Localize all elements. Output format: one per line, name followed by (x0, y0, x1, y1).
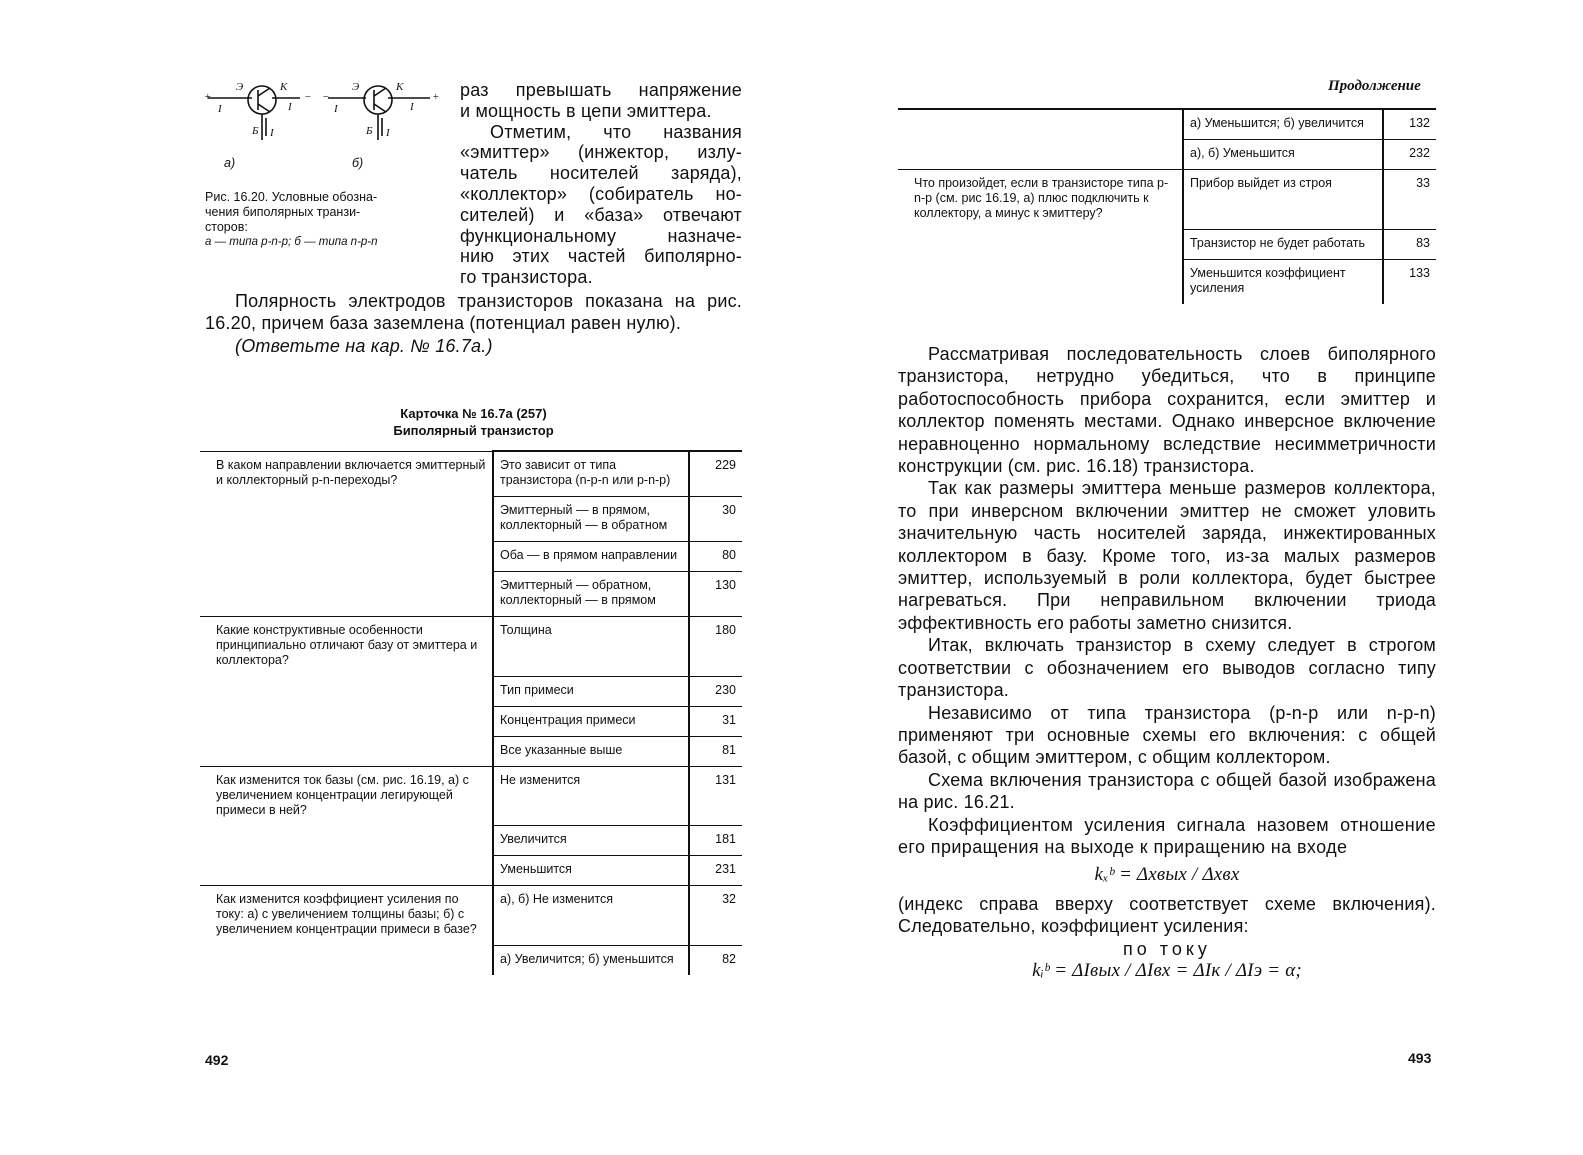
polarity-text: Полярность электродов транзисторов показана на рис. 16.20, причем база заземлена (потенциал равен нулю). (205, 291, 742, 334)
answer-cell: Толщина (493, 617, 689, 677)
paragraph: Так как размеры эмиттера меньше размеров коллектора, то при инверсном включении эмиттер не сможет уловить значительную часть носителей заряда, инжектированных коллектором в базу. Кроме того, из-за малых размеров эмиттер, используемый в роли коллектора, будет быстрее нагреваться. При неправильном включении триода эффективность его работы заметно снизится. (898, 478, 1436, 633)
question-cell (898, 109, 1183, 140)
continuation-label: Продолжение (1328, 78, 1421, 94)
svg-text:К: К (280, 81, 288, 93)
table-row (200, 572, 742, 617)
formula-ki: kᵢᵇ = ΔIвых / ΔIвх = ΔIк / ΔIэ = α; (1032, 959, 1302, 981)
table-row (200, 542, 742, 572)
svg-text:−: − (322, 91, 330, 103)
card-table-continued (898, 108, 1436, 304)
answer-cell: Не изменится (493, 766, 689, 826)
right-page (790, 0, 1583, 1155)
intro-text (460, 80, 742, 288)
svg-text:I: I (270, 127, 274, 139)
left-page (0, 0, 790, 1155)
intro-line: функциональному назначе- (460, 225, 742, 246)
card-number-cell: 81 (689, 736, 742, 766)
card-number-cell: 230 (689, 676, 742, 706)
intro-line: «эмиттер» (инжектор, излу- (460, 142, 742, 163)
svg-text:I: I (334, 103, 338, 115)
card-number-cell: 132 (1383, 109, 1436, 140)
table-row (200, 497, 742, 542)
card-table (200, 450, 742, 975)
answer-cell: а) Увеличится; б) уменьшится (493, 945, 689, 975)
paragraph: Независимо от типа транзистора (p-n-p или n-p-n) применяют три основные схемы его включения: с общей базой, с общим эмиттером, с общим коллектором. (898, 702, 1436, 768)
question-cell: Как изменится ток базы (см. рис. 16.19, а) с увеличением концентрации легирующей примеси в ней? (200, 766, 493, 826)
intro-line: «коллектор» (собиратель но- (460, 183, 742, 204)
card-number-cell: 82 (689, 945, 742, 975)
question-cell (898, 229, 1183, 259)
table-row (898, 109, 1436, 140)
table-row (200, 826, 742, 856)
answer-cell: а), б) Не изменится (493, 886, 689, 946)
table-row (200, 886, 742, 946)
card-number-cell: 181 (689, 826, 742, 856)
intro-line: го транзистора. (460, 267, 593, 288)
svg-text:К: К (396, 81, 404, 93)
svg-text:I: I (410, 101, 414, 113)
card-number-cell: 31 (689, 706, 742, 736)
table-row (200, 617, 742, 677)
table-row (898, 170, 1436, 230)
answer-cell: Концентрация примеси (493, 706, 689, 736)
answer-cell: Тип примеси (493, 676, 689, 706)
answer-cell: а) Уменьшится; б) увеличится (1183, 109, 1383, 140)
paragraph: (индекс справа вверху соответствует схеме включения). Следовательно, коэффициент усиления: (898, 893, 1436, 937)
card-subtitle: Биполярный транзистор (393, 423, 554, 438)
question-cell (200, 945, 493, 975)
figure-caption (205, 190, 445, 250)
caption-line: сторов: (205, 220, 248, 234)
svg-text:I: I (288, 101, 292, 113)
po-toku-label: по току (1123, 938, 1211, 959)
transistor-symbols-figure (200, 78, 450, 178)
card-number-cell: 180 (689, 617, 742, 677)
svg-text:I: I (386, 127, 390, 139)
table-row (200, 945, 742, 975)
card-number-cell: 32 (689, 886, 742, 946)
caption-line: а — типа p-n-p; б — типа n-p-n (205, 236, 378, 248)
intro-line: сителей) и «база» отвечают (460, 204, 742, 225)
card-number-cell: 33 (1383, 170, 1436, 230)
card-title: Карточка № 16.7а (257) (400, 406, 547, 421)
polarity-paragraph (205, 290, 742, 357)
card-number-cell: 231 (689, 856, 742, 886)
paragraph: Схема включения транзистора с общей базой изображена на рис. 16.21. (898, 769, 1436, 813)
card-number-cell: 83 (1383, 229, 1436, 259)
intro-line: раз превышать напряжение (460, 80, 742, 100)
card-number-cell: 229 (689, 451, 742, 497)
question-cell: Что произойдет, если в транзисторе типа p-n-p (см. рис 16.19, а) плюс подключить к коллектору, а минус к эмиттеру? (898, 170, 1183, 230)
caption-line: чения биполярных транзи- (205, 205, 361, 219)
table-row (200, 736, 742, 766)
table-row (898, 140, 1436, 170)
answer-cell: Транзистор не будет работать (1183, 229, 1383, 259)
figure-sub-b: б) (352, 156, 364, 170)
card-number-cell: 80 (689, 542, 742, 572)
table-row (200, 856, 742, 886)
svg-text:Э: Э (236, 81, 244, 93)
answer-cell: Это зависит от типа транзистора (n-p-n или p-n-p) (493, 451, 689, 497)
answer-cell: Эмиттерный — в прямом, коллекторный — в обратном (493, 497, 689, 542)
question-cell (200, 542, 493, 572)
table-row (200, 766, 742, 826)
table-row (200, 451, 742, 497)
question-cell (200, 572, 493, 617)
question-cell (200, 856, 493, 886)
question-cell (200, 826, 493, 856)
right-body-text (898, 343, 1436, 982)
svg-text:+: + (432, 91, 440, 103)
table-row (200, 676, 742, 706)
paragraph: Коэффициентом усиления сигнала назовем отношение его приращения на выходе к приращению на входе (898, 814, 1436, 857)
question-cell (200, 497, 493, 542)
question-cell (200, 676, 493, 706)
intro-line: Отметим, что названия (490, 121, 742, 142)
card-number-cell: 133 (1383, 259, 1436, 304)
answer-cell: Все указанные выше (493, 736, 689, 766)
svg-text:I: I (218, 103, 222, 115)
question-cell: Какие конструктивные особенности принципиально отличают базу от эмиттера и коллектора? (200, 617, 493, 677)
answer-cell: Увеличится (493, 826, 689, 856)
answer-cell: Уменьшится коэффициент усиления (1183, 259, 1383, 304)
question-cell: Как изменится коэффициент усиления по току: а) с увеличением толщины базы; б) с увеличением концентрации примеси в базе? (200, 886, 493, 946)
question-cell (200, 736, 493, 766)
answer-reference: (Ответьте на кар. № 16.7а.) (235, 335, 493, 356)
card-number-cell: 232 (1383, 140, 1436, 170)
svg-text:Б: Б (252, 125, 259, 137)
svg-text:Э: Э (352, 81, 360, 93)
caption-line: Рис. 16.20. Условные обозна- (205, 190, 378, 204)
intro-line: и мощность в цепи эмиттера. (460, 100, 712, 121)
page-number: 492 (205, 1052, 229, 1068)
svg-text:Б: Б (366, 125, 373, 137)
table-row (898, 259, 1436, 304)
table-row (200, 706, 742, 736)
card-number-cell: 130 (689, 572, 742, 617)
answer-cell: Прибор выйдет из строя (1183, 170, 1383, 230)
question-cell (898, 259, 1183, 304)
answer-cell: Оба — в прямом направлении (493, 542, 689, 572)
formula-kx: kₓᵇ = Δxвых / Δxвх (1094, 864, 1240, 886)
paragraph: Рассматривая последовательность слоев биполярного транзистора, нетрудно убедиться, что в принципе работоспособность прибора сохранится, если эмиттер и коллектор поменять местами. Однако инверсное включение неравноценно нормальному вследствие несимметричности конструкции (см. рис. 16.18) транзистора. (898, 344, 1436, 477)
paragraph: Итак, включать транзистор в схему следует в строгом соответствии с обозначением его выводов согласно типу транзистора. (898, 635, 1436, 701)
answer-cell: Уменьшится (493, 856, 689, 886)
page-number: 493 (1408, 1050, 1432, 1066)
table-row (898, 229, 1436, 259)
question-cell (200, 706, 493, 736)
answer-cell: Эмиттерный — обратном, коллекторный — в прямом (493, 572, 689, 617)
answer-cell: а), б) Уменьшится (1183, 140, 1383, 170)
svg-text:+: + (204, 91, 212, 103)
svg-text:−: − (304, 91, 312, 103)
intro-line: нию этих частей биполярно- (460, 246, 742, 267)
question-cell (898, 140, 1183, 170)
intro-line: чатель носителей заряда), (460, 163, 742, 184)
question-cell: В каком направлении включается эмиттерный и коллекторный p-n-переходы? (200, 451, 493, 497)
card-number-cell: 131 (689, 766, 742, 826)
card-number-cell: 30 (689, 497, 742, 542)
figure-sub-a: а) (224, 156, 236, 170)
card-header (205, 405, 742, 439)
